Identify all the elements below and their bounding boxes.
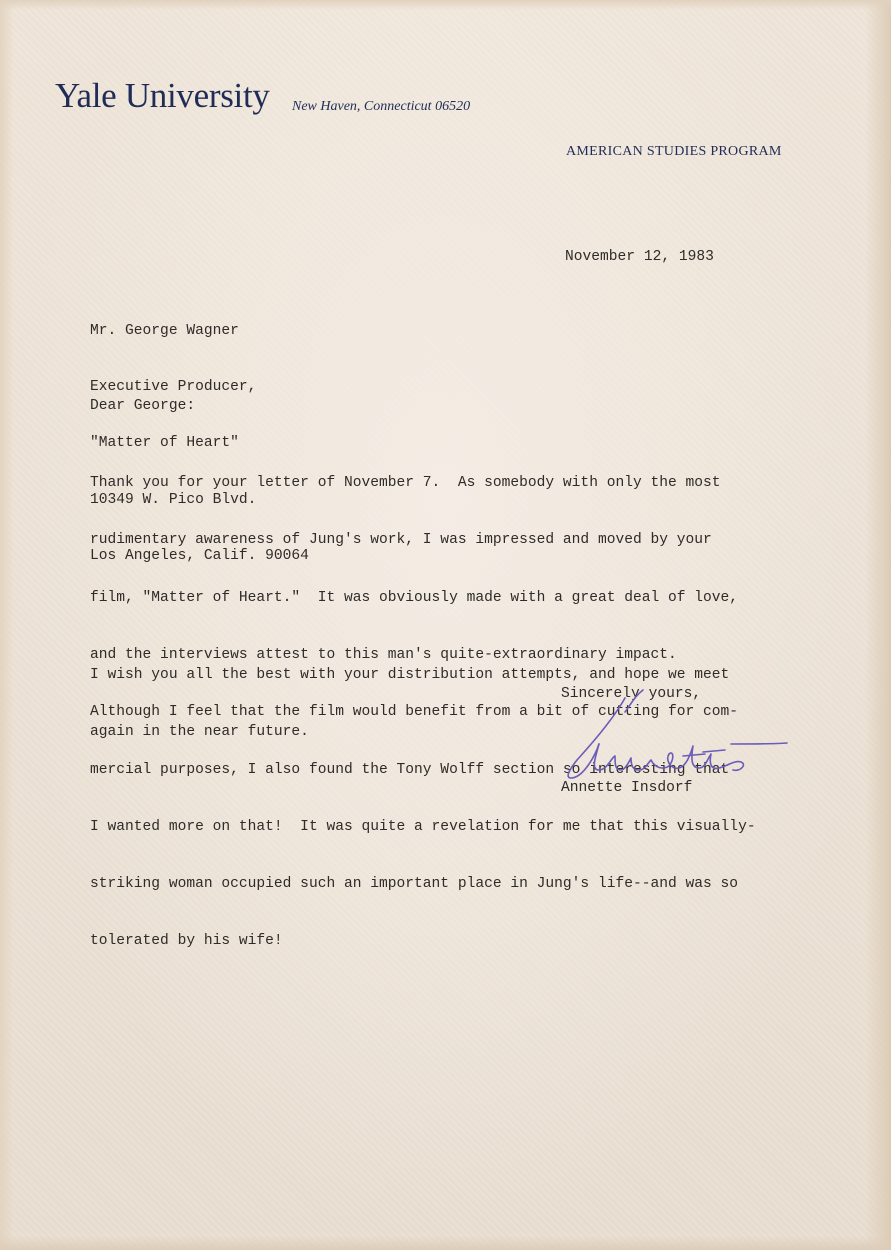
- recipient-line: "Matter of Heart": [90, 435, 239, 452]
- letterhead-program: AMERICAN STUDIES PROGRAM: [566, 144, 782, 159]
- recipient-line: Mr. George Wagner: [90, 322, 239, 339]
- body-line: film, "Matter of Heart." It was obviously made with a great deal of love,: [90, 589, 739, 606]
- letter-date: November 12, 1983: [565, 249, 714, 265]
- body-line: I wish you all the best with your distribution attempts, and hope we meet: [90, 667, 730, 683]
- paper-edge-bottom: [0, 1236, 891, 1250]
- body-line: Although I feel that the film would benefit from a bit of cutting for com-: [90, 704, 739, 721]
- paper-edge-top: [0, 0, 891, 10]
- typed-signer-name: Annette Insdorf: [561, 780, 693, 796]
- body-line: striking woman occupied such an important place in Jung's life--and was so: [90, 876, 739, 893]
- paper-edge-left: [0, 0, 14, 1250]
- body-line: Thank you for your letter of November 7. As somebody with only the most: [90, 475, 721, 492]
- recipient-line: Los Angeles, Calif. 90064: [90, 548, 309, 565]
- salutation: Dear George:: [90, 398, 196, 414]
- recipient-line: 10349 W. Pico Blvd.: [90, 491, 257, 508]
- paper-edge-right: [865, 0, 891, 1250]
- body-line: again in the near future.: [90, 724, 309, 740]
- body-line: I wanted more on that! It was quite a revelation for me that this visually-: [90, 818, 756, 835]
- letterhead-address: New Haven, Connecticut 06520: [292, 99, 471, 114]
- body-line: rudimentary awareness of Jung's work, I was impressed and moved by your: [90, 532, 712, 549]
- body-line: mercial purposes, I also found the Tony Wolff section so interesting that: [90, 761, 730, 778]
- closing: Sincerely yours,: [561, 686, 702, 702]
- body-line: tolerated by his wife!: [90, 933, 283, 950]
- body-line: and the interviews attest to this man's quite-extraordinary impact.: [90, 647, 677, 664]
- recipient-line: Executive Producer,: [90, 378, 257, 395]
- letterhead-institution: Yale University: [55, 76, 270, 115]
